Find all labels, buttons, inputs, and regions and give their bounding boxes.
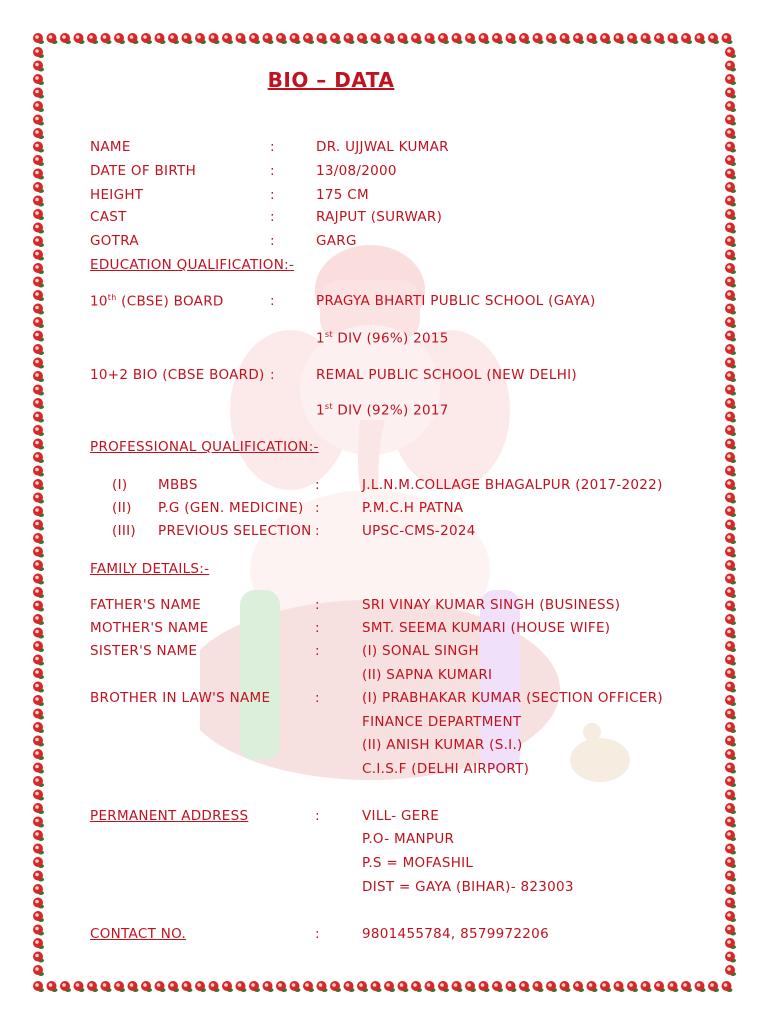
prof-1-value: J.L.N.M.COLLAGE BHAGALPUR (2017-2022) <box>362 477 663 493</box>
edu-10th-sep: : <box>270 293 275 309</box>
father-sep: : <box>315 597 320 613</box>
mother-sep: : <box>315 620 320 636</box>
flower-border-right-icon <box>722 46 738 978</box>
address-line-4: DIST = GAYA (BIHAR)- 823003 <box>362 879 574 895</box>
name-label: NAME <box>90 139 131 155</box>
dob-value: 13/08/2000 <box>316 163 397 179</box>
prof-1-label: MBBS <box>158 477 198 493</box>
sister-label: SISTER'S NAME <box>90 643 198 659</box>
prof-3-sep: : <box>315 523 320 539</box>
edu-10th-label: 10th (CBSE) BOARD <box>90 293 224 310</box>
name-sep: : <box>270 139 275 155</box>
prof-2-label: P.G (GEN. MEDICINE) <box>158 500 304 516</box>
family-heading: FAMILY DETAILS:- <box>90 561 210 577</box>
mother-value: SMT. SEEMA KUMARI (HOUSE WIFE) <box>362 620 611 636</box>
prof-2-value: P.M.C.H PATNA <box>362 500 464 516</box>
edu-12th-school: REMAL PUBLIC SCHOOL (NEW DELHI) <box>316 367 578 383</box>
contact-sep: : <box>315 926 320 942</box>
ganesha-watermark-icon <box>200 220 670 820</box>
dob-sep: : <box>270 163 275 179</box>
brother-in-law-label: BROTHER IN LAW'S NAME <box>90 690 271 706</box>
prof-3-value: UPSC-CMS-2024 <box>362 523 476 539</box>
brother-in-law-value-4: C.I.S.F (DELHI AIRPORT) <box>362 761 530 777</box>
edu-12th-label: 10+2 BIO (CBSE BOARD) <box>90 367 265 383</box>
prof-1-sep: : <box>315 477 320 493</box>
father-label: FATHER'S NAME <box>90 597 202 613</box>
prof-2-num: (II) <box>112 500 132 516</box>
brother-in-law-value-1: (I) PRABHAKAR KUMAR (SECTION OFFICER) <box>362 690 663 706</box>
cast-label: CAST <box>90 209 127 225</box>
cast-sep: : <box>270 209 275 225</box>
address-line-3: P.S = MOFASHIL <box>362 855 474 871</box>
edu-12th-result: 1st DIV (92%) 2017 <box>316 402 449 419</box>
contact-label: CONTACT NO. <box>90 926 187 942</box>
sister-value-2: (II) SAPNA KUMARI <box>362 667 493 683</box>
prof-3-num: (III) <box>112 523 136 539</box>
edu-10th-result: 1st DIV (96%) 2015 <box>316 330 449 347</box>
address-sep: : <box>315 808 320 824</box>
brother-in-law-value-2: FINANCE DEPARTMENT <box>362 714 522 730</box>
height-label: HEIGHT <box>90 187 144 203</box>
flower-border-left-icon <box>30 46 46 978</box>
education-heading: EDUCATION QUALIFICATION:- <box>90 257 295 273</box>
address-label: PERMANENT ADDRESS <box>90 808 249 824</box>
brother-in-law-value-3: (II) ANISH KUMAR (S.I.) <box>362 737 523 753</box>
gotra-value: GARG <box>316 233 357 249</box>
prof-1-num: (I) <box>112 477 128 493</box>
name-value: DR. UJJWAL KUMAR <box>316 139 449 155</box>
sister-value-1: (I) SONAL SINGH <box>362 643 479 659</box>
height-sep: : <box>270 187 275 203</box>
gotra-sep: : <box>270 233 275 249</box>
cast-value: RAJPUT (SURWAR) <box>316 209 443 225</box>
mother-label: MOTHER'S NAME <box>90 620 209 636</box>
sister-sep: : <box>315 643 320 659</box>
page-title: BIO – DATA <box>267 68 395 92</box>
address-line-1: VILL- GERE <box>362 808 440 824</box>
flower-border-top-icon <box>30 30 738 46</box>
edu-12th-sep: : <box>270 367 275 383</box>
brother-in-law-sep: : <box>315 690 320 706</box>
flower-border-bottom-icon <box>30 978 738 994</box>
contact-value: 9801455784, 8579972206 <box>362 926 549 942</box>
dob-label: DATE OF BIRTH <box>90 163 197 179</box>
professional-heading: PROFESSIONAL QUALIFICATION:- <box>90 439 319 455</box>
prof-2-sep: : <box>315 500 320 516</box>
height-value: 175 CM <box>316 187 369 203</box>
gotra-label: GOTRA <box>90 233 139 249</box>
address-line-2: P.O- MANPUR <box>362 831 455 847</box>
edu-10th-school: PRAGYA BHARTI PUBLIC SCHOOL (GAYA) <box>316 293 596 309</box>
prof-3-label: PREVIOUS SELECTION <box>158 523 312 539</box>
father-value: SRI VINAY KUMAR SINGH (BUSINESS) <box>362 597 621 613</box>
